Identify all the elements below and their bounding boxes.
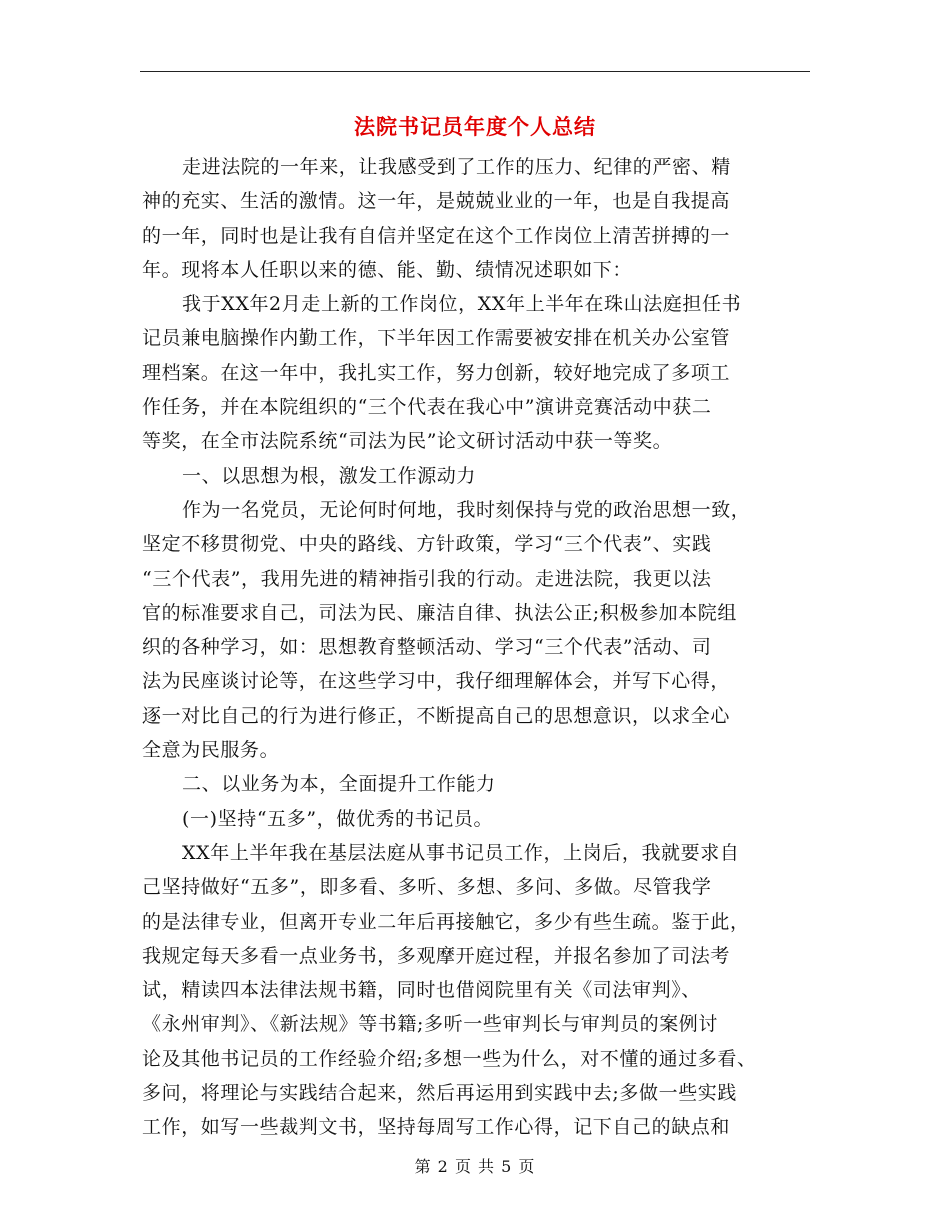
paragraph-line: 试，精读四本法律法规书籍，同时也借阅院里有关《司法审判》、 (142, 979, 701, 1002)
section-heading: 一、以思想为根，激发工作源动力 (182, 464, 477, 487)
paragraph-line: 的是法律专业，但离开专业二年后再接触它，多少有些生疏。鉴于此， (142, 910, 750, 933)
paragraph-line: 我规定每天多看一点业务书，多观摩开庭过程，并报名参加了司法考 (142, 944, 731, 967)
paragraph-line: 年。现将本人任职以来的德、能、勤、绩情况述职如下： (142, 258, 633, 281)
paragraph-line: 多问，将理论与实践结合起来，然后再运用到实践中去;多做一些实践 (142, 1082, 738, 1105)
paragraph-line: 等奖，在全市法院系统“司法为民”论文研讨活动中获一等奖。 (142, 430, 673, 453)
paragraph-line: XX年上半年我在基层法庭从事书记员工作，上岗后，我就要求自 (182, 841, 740, 864)
paragraph-line: 作为一名党员，无论何时何地，我时刻保持与党的政治思想一致， (182, 498, 751, 521)
page-number: 第 2 页 共 5 页 (414, 1157, 536, 1176)
header-rule (140, 71, 810, 72)
paragraph-line: 全意为民服务。 (142, 739, 280, 762)
paragraph-line: 我于XX年2月走上新的工作岗位，XX年上半年在珠山法庭担任书 (182, 293, 742, 316)
paragraph-line: 神的充实、生活的激情。这一年，是兢兢业业的一年，也是自我提高 (142, 190, 731, 213)
paragraph-line: 的一年，同时也是让我有自信并坚定在这个工作岗位上清苦拼搏的一 (142, 224, 731, 247)
document-body (142, 150, 814, 1145)
paragraph-line: 己坚持做好“五多”，即多看、多听、多想、多问、多做。尽管我学 (142, 876, 712, 899)
paragraph-line: 《永州审判》、《新法规》等书籍;多听一些审判长与审判员的案例讨 (142, 1013, 719, 1036)
paragraph-line: 法为民座谈讨论等，在这些学习中，我仔细理解体会，并写下心得， (142, 670, 731, 693)
paragraph-line: 织的各种学习，如：思想教育整顿活动、学习“三个代表”活动、司 (142, 636, 712, 659)
paragraph-line: 理档案。在这一年中，我扎实工作，努力创新，较好地完成了多项工 (142, 361, 731, 384)
paragraph-line: 记员兼电脑操作内勤工作，下半年因工作需要被安排在机关办公室管 (142, 327, 731, 350)
document-title: 法院书记员年度个人总结 (354, 114, 596, 139)
paragraph-line: “三个代表”，我用先进的精神指引我的行动。走进法院，我更以法 (142, 567, 712, 590)
paragraph-line: 逐一对比自己的行为进行修正，不断提高自己的思想意识，以求全心 (142, 704, 731, 727)
paragraph-line: 官的标准要求自己，司法为民、廉洁自律、执法公正;积极参加本院组 (142, 601, 738, 624)
paragraph-line: 走进法院的一年来，让我感受到了工作的压力、纪律的严密、精 (182, 156, 731, 178)
paragraph-line: 作任务，并在本院组织的“三个代表在我心中”演讲竞赛活动中获二 (142, 396, 712, 419)
section-heading: 二、以业务为本，全面提升工作能力 (182, 773, 496, 796)
paragraph-line: 论及其他书记员的工作经验介绍;多想一些为什么，对不懂的通过多看、 (142, 1047, 757, 1070)
paragraph-line: 工作，如写一些裁判文书，坚持每周写工作心得，记下自己的缺点和 (142, 1116, 731, 1139)
paragraph-line: 坚定不移贯彻党、中央的路线、方针政策，学习“三个代表”、实践 (142, 533, 712, 556)
subsection-heading: (一)坚持“五多”，做优秀的书记员。 (182, 807, 494, 830)
